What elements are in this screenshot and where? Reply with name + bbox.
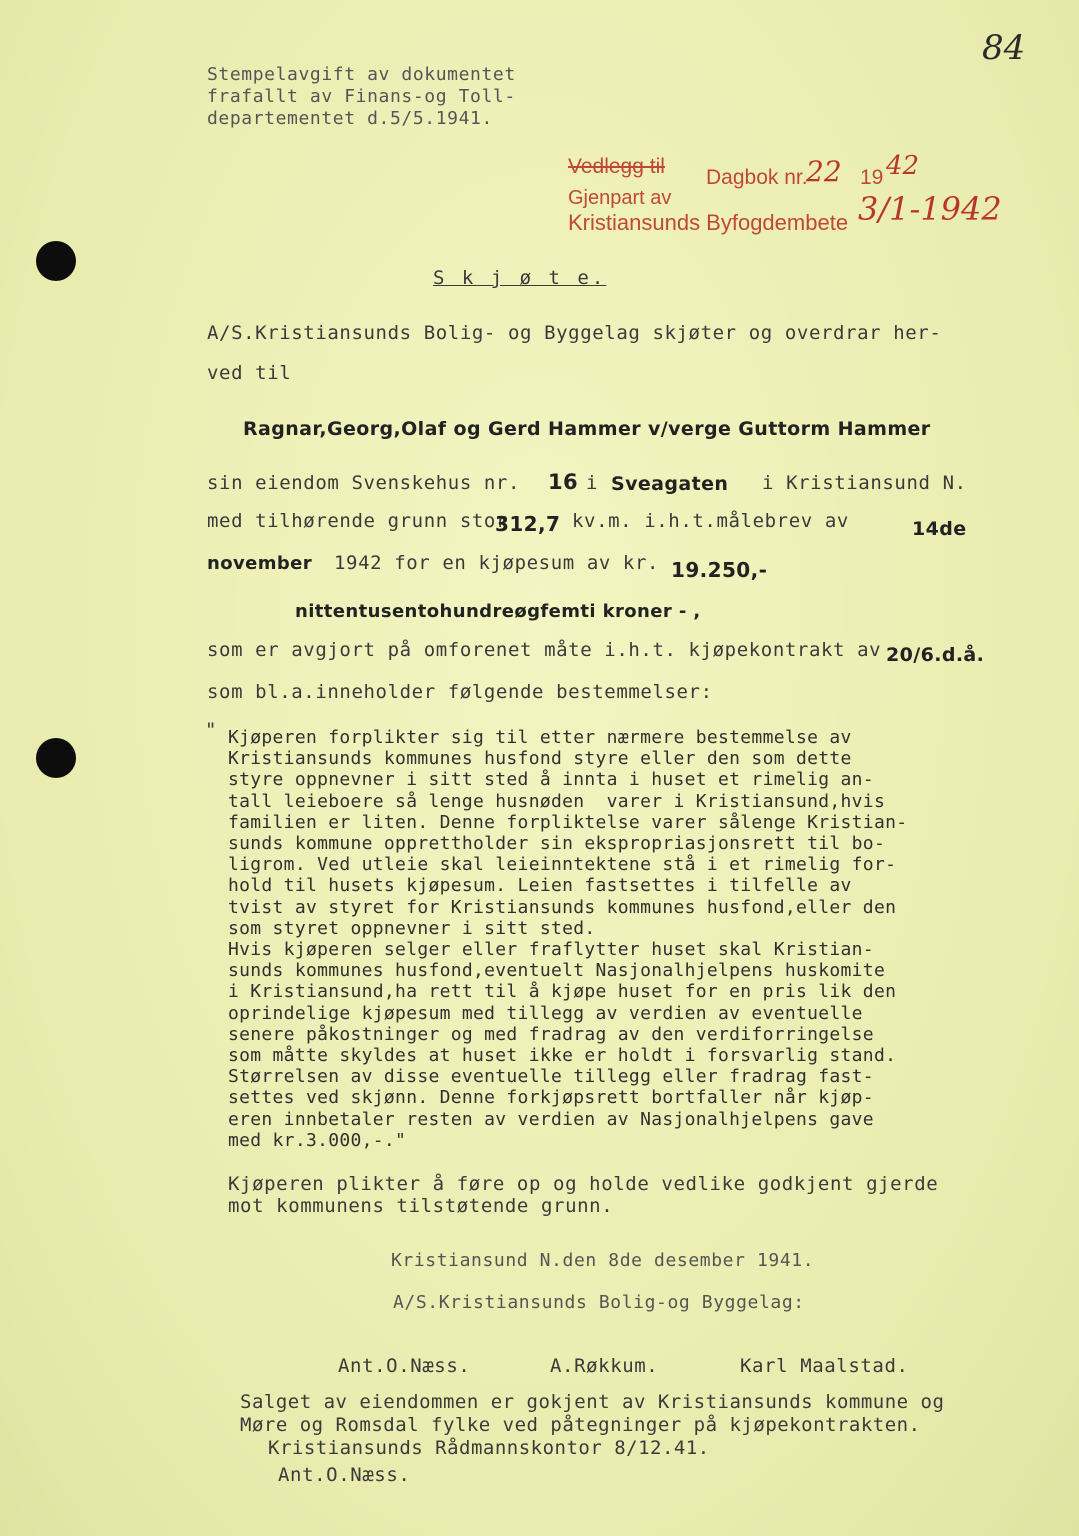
clause-line: familien er liten. Denne forpliktelse varer sålenge Kristian- <box>228 811 908 833</box>
text-segment: kv.m. i.h.t.målebrev av <box>572 510 849 532</box>
intro-line: A/S.Kristiansunds Bolig- og Byggelag skjøter og overdrar her- <box>207 322 942 344</box>
approval-signature: Ant.O.Næss. <box>278 1464 411 1486</box>
clause-line: i Kristiansund,ha rett til å kjøpe huset for en pris lik den <box>228 981 897 1003</box>
clause-line: Kristiansunds kommunes husfond styre eller den som dette <box>228 748 852 770</box>
dagbok-number: 22 <box>806 155 842 188</box>
text-segment: med tilhørende grunn stor <box>207 510 508 532</box>
clause-line: med kr.3.000,-." <box>228 1129 407 1151</box>
clause-line: oprindelige kjøpesum med tillegg av verdien av eventuelle <box>228 1002 863 1024</box>
year-prefix: 19 <box>860 166 884 189</box>
fence-clause-line: mot kommunens tilstøtende grunn. <box>228 1195 614 1217</box>
registry-date: 3/1-1942 <box>858 190 1002 228</box>
signature: A.Røkkum. <box>550 1355 659 1377</box>
plot-area: 312,7 <box>495 512 561 536</box>
dagbok-label: Dagbok nr. <box>706 166 808 189</box>
clause-line: ligrom. Ved utleie skal leieinntektene stå i et rimelig for- <box>228 854 897 876</box>
stamp-note-line: departementet d.5/5.1941. <box>207 108 493 129</box>
clause-line: sunds kommune opprettholder sin ekspropriasjonsrett til bo- <box>228 833 886 854</box>
intro-line: ved til <box>207 362 292 384</box>
street-name: Sveagaten <box>611 473 729 495</box>
year-suffix: 42 <box>886 151 920 181</box>
clause-line: eren innbetaler resten av verdien av Nasjonalhjelpens gave <box>228 1108 874 1130</box>
clause-line: Hvis kjøperen selger eller fraflytter huset skal Kristian- <box>228 939 874 960</box>
text-segment: som er avgjort på omforenet måte i.h.t. kjøpekontrakt av <box>207 639 882 661</box>
contract-date: 20/6.d.å. <box>886 644 985 666</box>
stamp-note-line: Stempelavgift av dokumentet <box>207 64 516 85</box>
stamp-note-line: frafallt av Finans-og Toll- <box>207 86 516 107</box>
punch-hole <box>36 241 76 281</box>
vedlegg-label: Vedlegg til <box>568 155 665 178</box>
buyers-names: Ragnar,Georg,Olaf og Gerd Hammer v/verge Guttorm Hammer <box>243 418 931 440</box>
clause-line: sunds kommunes husfond,eventuelt Nasjonalhjelpens huskomite <box>228 960 886 982</box>
text-segment: i <box>586 472 599 494</box>
clause-line: som styret oppnevner i sitt sted. <box>228 917 596 939</box>
house-number: 16 <box>548 470 579 494</box>
price-in-words: nittentusentohundreøgfemti kroner - , <box>295 601 701 622</box>
approval-line: Møre og Romsdal fylke ved påtegninger på kjøpekontrakten. <box>240 1414 921 1436</box>
signature: Ant.O.Næss. <box>338 1355 471 1377</box>
clause-line: tvist av styret for Kristiansunds kommunes husfond,eller den <box>228 896 897 918</box>
fence-clause-line: Kjøperen plikter å føre op og holde vedlike godkjent gjerde <box>228 1173 939 1195</box>
punch-hole <box>36 738 76 778</box>
clause-line: hold til husets kjøpesum. Leien fastsettes i tilfelle av <box>228 875 852 897</box>
document-title: S k j ø t e. <box>433 267 607 289</box>
approval-line: Kristiansunds Rådmannskontor 8/12.41. <box>268 1437 710 1459</box>
clause-line: settes ved skjønn. Denne forkjøpsrett bortfaller når kjøp- <box>228 1087 874 1109</box>
text-segment: 1942 for en kjøpesum av kr. <box>334 552 660 574</box>
clause-line: Størrelsen av disse eventuelle tillegg eller fradrag fast- <box>228 1066 874 1088</box>
approval-line: Salget av eiendommen er gokjent av Kristiansunds kommune og <box>240 1391 945 1413</box>
gjenpart-label: Gjenpart av <box>568 187 672 209</box>
clause-line: Kjøperen forplikter sig til etter nærmere bestemmelse av <box>228 727 852 748</box>
text-segment: i Kristiansund N. <box>762 472 967 494</box>
company-name: A/S.Kristiansunds Bolig-og Byggelag: <box>393 1292 805 1313</box>
clause-line: som måtte skyldes at huset ikke er holdt i forsvarlig stand. <box>228 1045 897 1066</box>
text-segment: sin eiendom Svenskehus nr. <box>207 472 521 494</box>
clause-line: tall leieboere så lenge husnøden varer i Kristiansund,hvis <box>228 790 886 812</box>
purchase-price: 19.250,- <box>671 558 768 582</box>
text-segment: som bl.a.inneholder følgende bestemmelser: <box>207 681 713 703</box>
clause-line: styre oppnevner i sitt sted å innta i huset et rimelig an- <box>228 769 874 791</box>
office-name: Kristiansunds Byfogdembete <box>568 210 849 235</box>
signature: Karl Maalstad. <box>740 1355 909 1377</box>
survey-month: november <box>207 553 313 574</box>
place-date: Kristiansund N.den 8de desember 1941. <box>391 1250 815 1271</box>
clause-line: senere påkostninger og med fradrag av den verdiforringelse <box>228 1023 874 1045</box>
quote-mark: " <box>205 719 218 741</box>
survey-day: 14de <box>912 518 967 540</box>
page-number: 84 <box>982 28 1026 68</box>
